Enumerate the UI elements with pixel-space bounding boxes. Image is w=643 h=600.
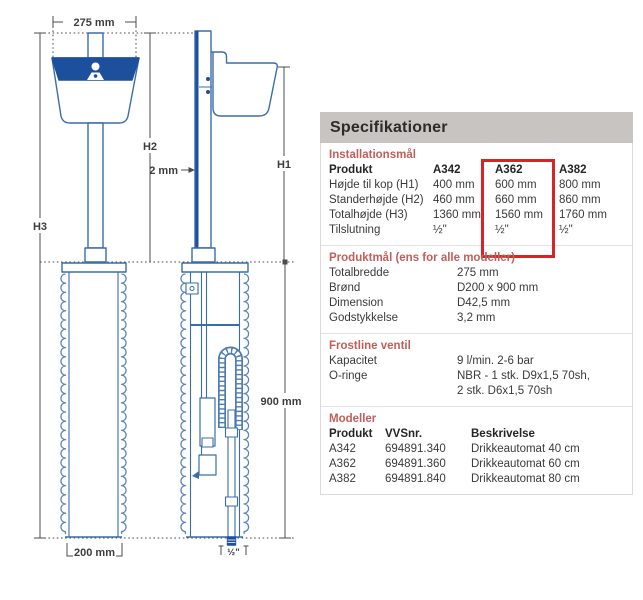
install-table (329, 163, 624, 238)
cell: Drikkeautomat 80 cm (471, 473, 580, 485)
section-heading-frostline: Frostline ventil (329, 340, 411, 352)
cell: ½" (559, 224, 573, 236)
side-basin (212, 52, 277, 116)
label-wall-thickness: 2 mm (149, 165, 178, 177)
fountain-side-view (181, 31, 277, 545)
label-h1: H1 (276, 159, 292, 171)
cell: D42,5 mm (457, 297, 511, 309)
cell: 400 mm (433, 179, 475, 191)
label-h3: H3 (32, 221, 48, 233)
cell: 2 stk. D6x1,5 70sh (457, 385, 553, 397)
col-header: VVSnr. (385, 428, 423, 440)
cell: ½" (433, 224, 447, 236)
side-well-corrugation-left (181, 274, 186, 534)
row-label: O-ringe (329, 370, 368, 382)
frostline-valve-assembly (186, 272, 240, 545)
cell: Drikkeautomat 40 cm (471, 443, 580, 455)
cell: 275 mm (457, 267, 499, 279)
cell: 1360 mm (433, 209, 481, 221)
section-produktmaal (321, 246, 632, 334)
cell: 694891.360 (385, 458, 446, 470)
label-well-depth: 900 mm (260, 396, 302, 408)
label-pipe-size: ½" (227, 547, 240, 558)
cell: 9 l/min. 2-6 bar (457, 355, 534, 367)
side-collar (192, 248, 215, 262)
section-installationsmaal (321, 143, 632, 246)
label-well-width: 200 mm (74, 547, 115, 559)
section-modeller (321, 407, 632, 494)
cell: 600 mm (495, 179, 537, 191)
cell: 3,2 mm (457, 312, 496, 324)
col-header-a362: A362 (495, 164, 523, 176)
fountain-front-view (52, 33, 139, 537)
front-well-corrugation-left (61, 274, 66, 534)
cell: ½" (495, 224, 509, 236)
col-header: Beskrivelse (471, 428, 535, 440)
cell: 460 mm (433, 194, 475, 206)
spec-panel (320, 112, 633, 495)
section-heading-modeller: Modeller (329, 413, 377, 425)
cell: 660 mm (495, 194, 537, 206)
section-heading-produktmaal: Produktmål (ens for alle modeller) (329, 252, 515, 264)
row-label: Højde til kop (H1) (329, 179, 419, 191)
produktmaal-table (329, 266, 624, 326)
section-heading-install: Installationsmål (329, 149, 416, 161)
threaded-pipe-tip (228, 537, 236, 545)
cell: Drikkeautomat 60 cm (471, 458, 580, 470)
row-label: Dimension (329, 297, 384, 309)
col-header-a382: A382 (559, 164, 587, 176)
cell: 860 mm (559, 194, 601, 206)
panel-body (320, 143, 633, 495)
row-label: Totalbredde (329, 267, 390, 279)
row-label: Tilslutning (329, 224, 381, 236)
side-well-rim (182, 263, 248, 272)
cell: 1760 mm (559, 209, 607, 221)
cell: 694891.340 (385, 443, 446, 455)
col-header-a342: A342 (433, 164, 461, 176)
cell: A362 (329, 458, 356, 470)
row-label: Standerhøjde (H2) (329, 194, 424, 206)
front-well-rim (62, 263, 126, 272)
row-label: Kapacitet (329, 355, 377, 367)
row-label: Brønd (329, 282, 361, 294)
row-label: Totalhøjde (H3) (329, 209, 408, 221)
cell: NBR - 1 stk. D9x1,5 70sh, (457, 370, 590, 382)
label-h2: H2 (142, 141, 158, 153)
front-well-corrugation-right (122, 274, 127, 534)
panel-title: Specifikationer (320, 112, 633, 143)
col-header: Produkt (329, 428, 373, 440)
front-pole-lower (88, 123, 103, 248)
side-well-corrugation-right (244, 274, 249, 534)
frostline-table (329, 354, 624, 399)
front-collar (85, 248, 106, 262)
label-total-width: 275 mm (73, 17, 115, 29)
cell: 1560 mm (495, 209, 543, 221)
section-frostline (321, 334, 632, 407)
modeller-table (329, 427, 624, 487)
cell: D200 x 900 mm (457, 282, 539, 294)
cell: A342 (329, 443, 356, 455)
cell: 800 mm (559, 179, 601, 191)
cell: 694891.840 (385, 473, 446, 485)
col-header-produkt: Produkt (329, 164, 373, 176)
front-pole-top (88, 33, 103, 58)
cell: A382 (329, 473, 356, 485)
row-label: Godstykkelse (329, 312, 399, 324)
